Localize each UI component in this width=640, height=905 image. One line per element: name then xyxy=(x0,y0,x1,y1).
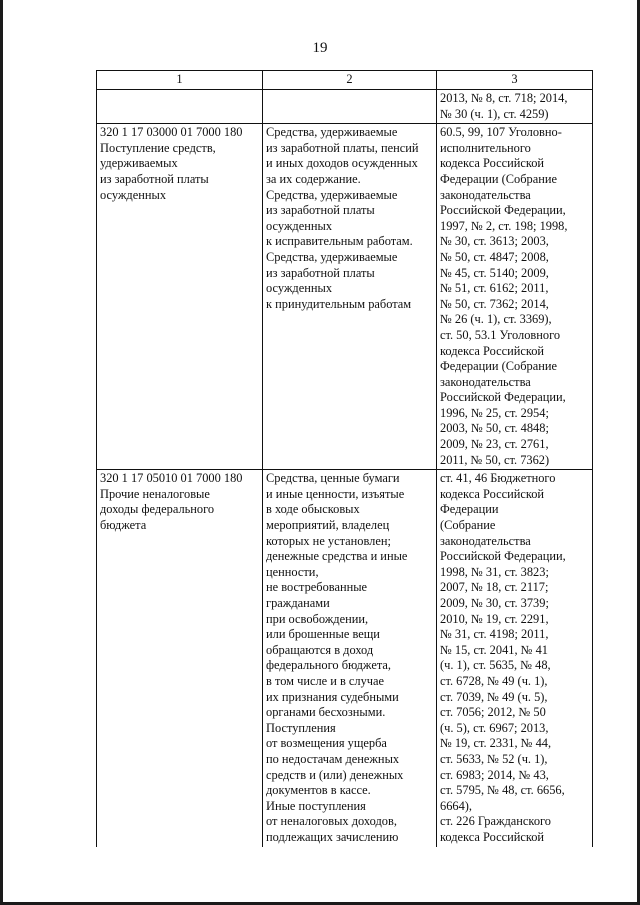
cell-text-line: их признания судебными xyxy=(266,689,399,704)
cell-text-line: № 50, ст. 4847; 2008, xyxy=(440,249,549,264)
cell-text-line: кодекса Российской xyxy=(440,156,545,171)
cell-text-line: и иные ценности, изъятые xyxy=(266,486,405,501)
legal-basis-cell xyxy=(437,90,593,124)
cell-text-line: № 30 (ч. 1), ст. 4259) xyxy=(440,106,549,121)
document-table xyxy=(96,70,593,847)
page-number: 19 xyxy=(312,40,328,56)
cell-text-line: ст. 7039, № 49 (ч. 5), xyxy=(440,689,548,704)
column-header-2: 2 xyxy=(263,71,437,90)
cell-text-line: Средства, удерживаемые xyxy=(266,125,398,140)
cell-text-line: № 50, ст. 7362; 2014, xyxy=(440,296,549,311)
cell-text-line: 2011, № 50, ст. 7362) xyxy=(440,452,550,467)
cell-text-line: в том числе и в случае xyxy=(266,673,385,688)
cell-text-line: из заработной платы xyxy=(100,171,209,186)
cell-text-line: 60.5, 99, 107 Уголовно- xyxy=(440,125,562,140)
legal-basis-cell xyxy=(437,470,593,847)
cell-text-line: по недостачам денежных xyxy=(266,751,400,766)
description-cell xyxy=(263,90,437,124)
cell-text-line: из заработной платы xyxy=(266,203,375,218)
cell-text-line: ст. 5633, № 52 (ч. 1), xyxy=(440,751,548,766)
cell-text-line: Прочие неналоговые xyxy=(100,486,210,501)
cell-text-line: Поступление средств, xyxy=(100,140,216,155)
cell-text-line: 2007, № 18, ст. 2117; xyxy=(440,580,549,595)
cell-text-line: законодательства xyxy=(440,533,531,548)
cell-text-line: 1998, № 31, ст. 3823; xyxy=(440,564,549,579)
cell-text-line: кодекса Российской xyxy=(440,343,545,358)
cell-text-line: 1996, № 25, ст. 2954; xyxy=(440,405,549,420)
cell-text-line: к исправительным работам. xyxy=(266,234,413,249)
cell-text-line: 1997, № 2, ст. 198; 1998, xyxy=(440,218,568,233)
cell-text-line: ст. 41, 46 Бюджетного xyxy=(440,471,556,486)
cell-text-line: 2013, № 8, ст. 718; 2014, xyxy=(440,91,568,105)
cell-text-line: от неналоговых доходов, xyxy=(266,814,397,829)
cell-text-line: или брошенные вещи xyxy=(266,627,380,642)
table-header-row xyxy=(97,71,593,90)
cell-text-line: осужденных xyxy=(266,218,333,233)
column-header-3: 3 xyxy=(437,71,593,90)
cell-text-line: № 19, ст. 2331, № 44, xyxy=(440,736,552,751)
cell-text-line: обращаются в доход xyxy=(266,642,374,657)
cell-text-line: Средства, ценные бумаги xyxy=(266,471,400,486)
cell-text-line: за их содержание. xyxy=(266,171,361,186)
scan-border-left xyxy=(0,0,3,905)
cell-text-line: от возмещения ущерба xyxy=(266,736,387,751)
cell-text-line: 320 1 17 03000 01 7000 180 xyxy=(100,125,243,140)
cell-text-line: кодекса Российской xyxy=(440,486,545,501)
cell-text-line: бюджета xyxy=(100,518,147,533)
cell-text-line: Поступления xyxy=(266,720,336,735)
cell-text-line: к принудительным работам xyxy=(266,296,412,311)
cell-text-line: ст. 226 Гражданского xyxy=(440,814,551,829)
cell-text-line: 2009, № 23, ст. 2761, xyxy=(440,437,549,452)
cell-text-line: ценности, xyxy=(266,564,319,579)
cell-text-line: 2009, № 30, ст. 3739; xyxy=(440,596,549,610)
cell-text-line: 2003, № 50, ст. 4848; xyxy=(440,421,549,436)
cell-text-line: 2010, № 19, ст. 2291, xyxy=(440,611,549,626)
cell-text-line: Федерации xyxy=(440,502,499,517)
cell-text-line: кодекса Российской xyxy=(440,829,545,844)
cell-text-line: не востребованные xyxy=(266,580,368,595)
cell-text-line: № 45, ст. 5140; 2009, xyxy=(440,265,549,280)
cell-text-line: Российской Федерации, xyxy=(440,390,566,405)
cell-text-line: и иных доходов осужденных xyxy=(266,156,418,171)
cell-text-line: ст. 7056; 2012, № 50 xyxy=(440,705,546,720)
table-row xyxy=(97,90,593,124)
cell-text-line: документов в кассе. xyxy=(266,783,371,798)
cell-text-line: осужденных xyxy=(100,187,167,202)
cell-text-line: № 51, ст. 6162; 2011, xyxy=(440,281,549,296)
cell-text-line: Федерации (Собрание xyxy=(440,171,557,186)
cell-text-line: 320 1 17 05010 01 7000 180 xyxy=(100,471,243,486)
description-cell xyxy=(263,470,437,847)
cell-text-line: законодательства xyxy=(440,187,531,202)
cell-text-line: законодательства xyxy=(440,374,531,389)
cell-text-line: 6664), xyxy=(440,798,473,813)
cell-text-line: (ч. 5), ст. 6967; 2013, xyxy=(440,720,549,735)
code-cell xyxy=(97,90,263,124)
cell-text-line: при освобождении, xyxy=(266,611,369,626)
cell-text-line: Иные поступления xyxy=(266,798,366,813)
cell-text-line: доходы федерального xyxy=(100,502,215,517)
cell-text-line: Средства, удерживаемые xyxy=(266,187,398,202)
code-cell xyxy=(97,124,263,470)
description-cell xyxy=(263,124,437,470)
cell-text-line: (ч. 1), ст. 5635, № 48, xyxy=(440,658,551,673)
cell-text-line: ст. 5795, № 48, ст. 6656, xyxy=(440,783,565,798)
cell-text-line: исполнительного xyxy=(440,140,531,155)
cell-text-line: гражданами xyxy=(266,596,330,610)
cell-text-line: органами бесхозными. xyxy=(266,705,386,720)
table-row xyxy=(97,470,593,847)
cell-text-line: № 26 (ч. 1), ст. 3369), xyxy=(440,312,552,327)
cell-text-line: из заработной платы, пенсий xyxy=(266,140,419,155)
table-row xyxy=(97,124,593,470)
cell-text-line: средств и (или) денежных xyxy=(266,767,404,782)
cell-text-line: в ходе обысковых xyxy=(266,502,360,517)
cell-text-line: ст. 6983; 2014, № 43, xyxy=(440,767,549,782)
cell-text-line: Средства, удерживаемые xyxy=(266,249,398,264)
column-header-1: 1 xyxy=(97,71,263,90)
cell-text-line: № 30, ст. 3613; 2003, xyxy=(440,234,549,249)
cell-text-line: из заработной платы xyxy=(266,265,375,280)
cell-text-line: денежные средства и иные xyxy=(266,549,408,564)
cell-text-line: мероприятий, владелец xyxy=(266,518,390,533)
cell-text-line: федерального бюджета, xyxy=(266,658,391,673)
cell-text-line: Российской Федерации, xyxy=(440,203,566,218)
cell-text-line: которых не установлен; xyxy=(266,533,391,548)
cell-text-line: ст. 6728, № 49 (ч. 1), xyxy=(440,673,548,688)
cell-text-line: № 31, ст. 4198; 2011, xyxy=(440,627,549,642)
cell-text-line: № 15, ст. 2041, № 41 xyxy=(440,642,548,657)
cell-text-line: Российской Федерации, xyxy=(440,549,566,564)
legal-basis-cell xyxy=(437,124,593,470)
code-cell xyxy=(97,470,263,847)
cell-text-line: подлежащих зачислению xyxy=(266,829,399,844)
cell-text-line: ст. 50, 53.1 Уголовного xyxy=(440,327,561,342)
cell-text-line: Федерации (Собрание xyxy=(440,359,557,374)
cell-text-line: удерживаемых xyxy=(100,156,178,171)
cell-text-line: (Собрание xyxy=(440,518,496,533)
cell-text-line: осужденных xyxy=(266,281,333,296)
